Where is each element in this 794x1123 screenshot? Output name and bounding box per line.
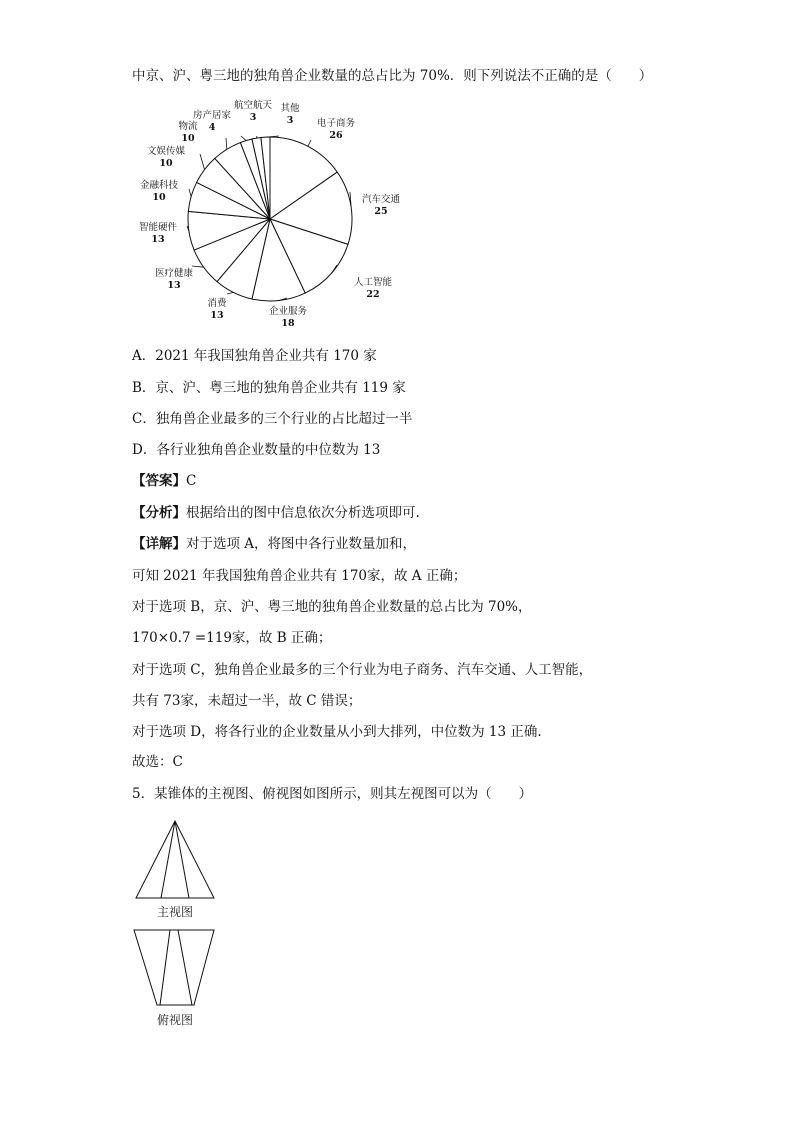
- pie-slice-value: 13: [210, 310, 224, 321]
- detail-line-6: 共有 73家，未超过一半，故 C 错误；: [132, 693, 362, 709]
- pie-slice-label: 物流: [178, 121, 198, 132]
- pie-leader-line: [308, 140, 311, 146]
- pie-leader-line: [200, 154, 205, 170]
- pie-leader-line: [189, 189, 191, 197]
- pie-slice-label: 医疗健康: [154, 268, 194, 279]
- front-view-edge-left: [161, 821, 175, 898]
- pie-chart: [130, 96, 410, 336]
- top-view-edge-right: [178, 930, 192, 1005]
- option-c: C．独角兽企业最多的三个行业的占比超过一半: [132, 411, 413, 427]
- analysis-text: 根据给出的图中信息依次分析选项即可.: [186, 505, 420, 521]
- detail-line-8: 故选：C: [132, 754, 183, 770]
- pie-slice-value: 3: [286, 115, 294, 126]
- detail-line-2: 可知 2021 年我国独角兽企业共有 170家，故 A 正确；: [132, 568, 467, 584]
- analysis-line: [132, 503, 420, 523]
- pie-slice-value: 10: [152, 192, 166, 203]
- pie-slice-value: 3: [249, 112, 257, 123]
- pie-slice-label: 房产居家: [192, 110, 232, 121]
- analysis-tag: 【分析】: [132, 505, 186, 521]
- pie-slice-value: 18: [281, 318, 295, 329]
- answer-tag: 【答案】: [132, 473, 186, 489]
- pie-leader-line: [192, 266, 204, 267]
- pie-slice-value: 22: [366, 289, 380, 300]
- answer-text: C: [186, 473, 197, 489]
- pie-slice-value: 4: [208, 122, 216, 133]
- top-view-edge-left: [160, 930, 170, 1005]
- detail-text-1: 对于选项 A，将图中各行业数量加和，: [186, 536, 417, 552]
- pie-slice-label: 其他: [280, 103, 300, 114]
- pie-slice-value: 10: [181, 133, 195, 144]
- option-a: A．2021 年我国独角兽企业共有 170 家: [132, 348, 377, 364]
- pie-slice-label: 金融科技: [139, 180, 179, 191]
- front-view-label: 主视图: [156, 905, 194, 919]
- pie-slice-label: 电子商务: [316, 118, 356, 129]
- question-intro: 中京、沪、粤三地的独角兽企业数量的总占比为 70%．则下列说法不正确的是（ ）: [132, 68, 653, 84]
- pie-slice-label: 文娱传媒: [146, 146, 186, 157]
- front-view-figure: [130, 818, 220, 922]
- detail-line-5: 对于选项 C，独角兽企业最多的三个行业为电子商务、汽车交通、人工智能，: [132, 662, 593, 678]
- pie-slice-value: 13: [167, 280, 181, 291]
- pie-leader-line: [256, 136, 257, 138]
- option-b: B．京、沪、粤三地的独角兽企业共有 119 家: [132, 380, 406, 396]
- option-d: D．各行业独角兽企业数量的中位数为 13: [132, 442, 381, 458]
- top-view-outline: [134, 930, 214, 1005]
- detail-line-1: [132, 534, 416, 554]
- front-view-outline: [136, 821, 214, 898]
- top-view-label: 俯视图: [156, 1013, 194, 1027]
- pie-slice-label: 企业服务: [268, 306, 308, 317]
- pie-slice-label: 人工智能: [353, 277, 393, 288]
- pie-slice-value: 26: [329, 130, 343, 141]
- front-view-edge-right: [175, 821, 189, 898]
- detail-line-3: 对于选项 B，京、沪、粤三地的独角兽企业数量的总占比为 70%，: [132, 599, 532, 615]
- pie-slice-label: 航空航天: [233, 100, 273, 111]
- pie-leader-line: [226, 138, 227, 149]
- question-5: 5．某锥体的主视图、俯视图如图所示，则其左视图可以为（ ）: [132, 786, 533, 802]
- top-view-figure: [130, 926, 220, 1030]
- pie-slice-label: 智能硬件: [138, 222, 178, 233]
- pie-slice-value: 13: [151, 234, 165, 245]
- detail-line-4: 170×0.7 =119家，故 B 正确；: [132, 630, 332, 646]
- detail-line-7: 对于选项 D，将各行业的企业数量从小到大排列，中位数为 13 正确.: [132, 724, 542, 740]
- detail-tag: 【详解】: [132, 536, 186, 552]
- pie-slice-label: 消费: [207, 298, 227, 309]
- pie-slice-value: 25: [374, 206, 388, 217]
- pie-slice-label: 汽车交通: [361, 194, 401, 205]
- pie-slice-value: 10: [159, 158, 173, 169]
- pie-leader-line: [227, 292, 233, 294]
- answer-line: [132, 471, 196, 491]
- pie-chart-svg: [130, 96, 410, 336]
- pie-leader-line: [241, 136, 246, 141]
